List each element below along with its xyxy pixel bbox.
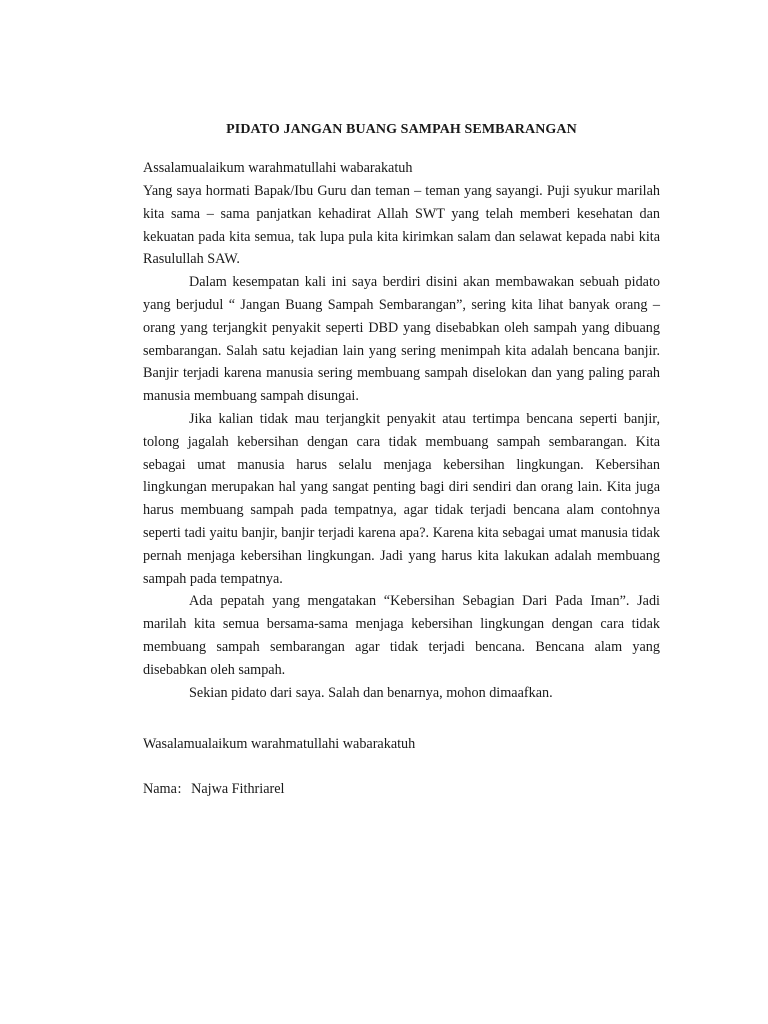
- document-title: PIDATO JANGAN BUANG SAMPAH SEMBARANGAN: [226, 122, 577, 137]
- greeting-line: Assalamualaikum warahmatullahi wabarakatuh: [143, 160, 413, 176]
- author-name: Najwa Fithriarel: [191, 781, 285, 797]
- paragraph-topic: Dalam kesempatan kali ini saya berdiri disini akan membawakan sebuah pidato yang berjudul “ Jangan Buang Sampah Sembarangan”, sering kita lihat banyak orang – orang yang terjangkit penyakit seperti DBD yang disebabkan oleh sampah yang dibuang sembarangan. Salah satu kejadian lain yang sering menimpah kita adalah bencana banjir. Banjir terjadi karena manusia sering membuang sampah diselokan dan yang paling parah manusia membuang sampah disungai.: [143, 274, 660, 405]
- name-label: Nama: [143, 781, 177, 797]
- paragraph-advice: Jika kalian tidak mau terjangkit penyakit atau tertimpa bencana seperti banjir, tolong jagalah kebersihan dengan cara tidak membuang sampah sembarangan. Kita sebagai umat manusia harus selalu menjaga kebersihan lingkungan. Kebersihan lingkungan merupakan hal yang sangat penting bagi diri sendiri dan orang lain. Kita juga harus membuang sampah pada tempatnya, agar tidak terjadi bencana alam contohnya seperti tadi yaitu banjir, banjir terjadi karena apa?. Karena kita sebagai umat manusia tidak pernah menjaga kebersihan lingkungan. Jadi yang harus kita lakukan adalah membuang sampah pada tempatnya.: [143, 410, 660, 587]
- closing-line: Wasalamualaikum warahmatullahi wabarakatuh: [143, 736, 416, 752]
- paragraph-proverb: Ada pepatah yang mengatakan “Kebersihan Sebagian Dari Pada Iman”. Jadi marilah kita semua bersama-sama menjaga kebersihan lingkungan dengan cara tidak membuang sampah sembarangan agar tidak terjadi bencana. Bencana alam yang disebabkan oleh sampah.: [143, 593, 660, 678]
- speech-body: [143, 180, 660, 704]
- author-name-line: [143, 778, 660, 801]
- paragraph-opening: Yang saya hormati Bapak/Ibu Guru dan teman – teman yang sayangi. Puji syukur marilah kita sama – sama panjatkan kehadirat Allah SWT yang telah memberi kesehatan dan kekuatan pada kita semua, tak lupa pula kita kirimkan salam dan selawat kepada nabi kita Rasulullah SAW.: [143, 183, 660, 268]
- name-separator: :: [177, 781, 182, 797]
- paragraph-ending: Sekian pidato dari saya. Salah dan benarnya, mohon dimaafkan.: [189, 684, 553, 701]
